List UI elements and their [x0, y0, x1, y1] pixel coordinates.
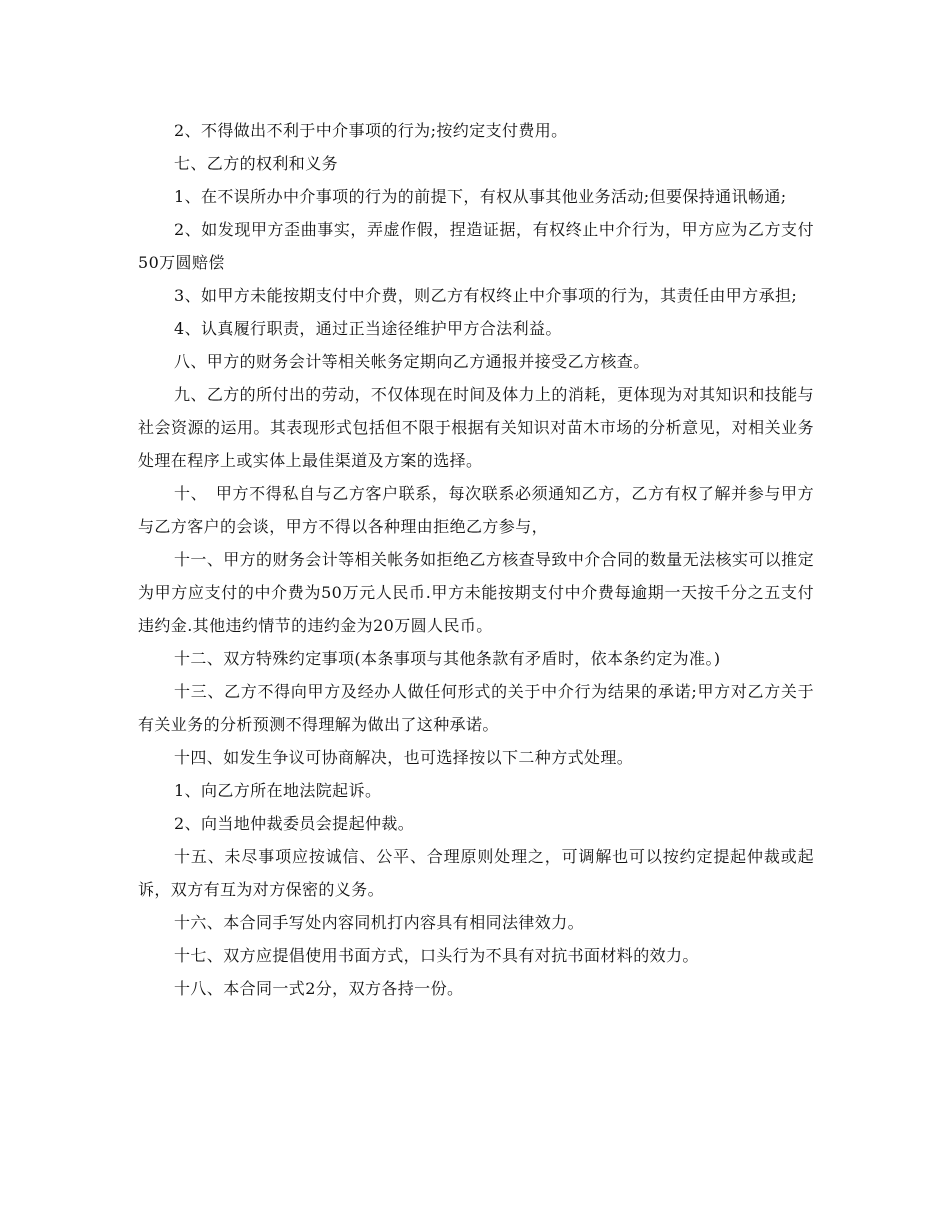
paragraph-right-2: 2、如发现甲方歪曲事实，弄虚作假，捏造证据，有权终止中介行为，甲方应为乙方支付50万圆赔偿: [138, 220, 814, 272]
dispute-option-2: 2、向当地仲裁委员会提起仲裁。: [174, 814, 415, 833]
section-heading-7: 七、乙方的权利和义务: [174, 154, 339, 173]
clause-8: 八、甲方的财务会计等相关帐务定期向乙方通报并接受乙方核查。: [174, 352, 650, 371]
clause-12: 十二、双方特殊约定事项(本条事项与其他条款有矛盾时，依本条约定为准。): [174, 649, 721, 668]
clause-9: 九、乙方的所付出的劳动，不仅体现在时间及体力上的消耗，更体现为对其知识和技能与社会资源的运用。其表现形式包括但不限于根据有关知识对苗木市场的分析意见，对相关业务处理在程序上或实体上最佳渠道及方案的选择。: [138, 385, 814, 470]
clause-10: 十、 甲方不得私自与乙方客户联系，每次联系必须通知乙方，乙方有权了解并参与甲方与乙方客户的会谈，甲方不得以各种理由拒绝乙方参与，: [138, 484, 814, 536]
dispute-option-1: 1、向乙方所在地法院起诉。: [174, 781, 382, 800]
clause-18: 十八、本合同一式2分，双方各持一份。: [174, 979, 464, 998]
paragraph-right-1: 1、在不误所办中介事项的行为的前提下，有权从事其他业务活动;但要保持通讯畅通;: [174, 187, 787, 206]
clause-14: 十四、如发生争议可协商解决，也可选择按以下二种方式处理。: [174, 748, 634, 767]
clause-13: 十三、乙方不得向甲方及经办人做任何形式的关于中介行为结果的承诺;甲方对乙方关于有关业务的分析预测不得理解为做出了这种承诺。: [138, 682, 814, 734]
paragraph-obligation-2: 2、不得做出不利于中介事项的行为;按约定支付费用。: [174, 121, 568, 140]
clause-15: 十五、未尽事项应按诚信、公平、合理原则处理之，可调解也可以按约定提起仲裁或起诉，双方有互为对方保密的义务。: [138, 847, 814, 899]
document-body: [138, 114, 814, 1005]
paragraph-right-4: 4、认真履行职责，通过正当途径维护甲方合法利益。: [174, 319, 562, 338]
clause-16: 十六、本合同手写处内容同机打内容具有相同法律效力。: [174, 913, 585, 932]
clause-11: 十一、甲方的财务会计等相关帐务如拒绝乙方核查导致中介合同的数量无法核实可以推定为甲方应支付的中介费为50万元人民币.甲方未能按期支付中介费每逾期一天按千分之五支付违约金.其他违约情节的违约金为20万圆人民币。: [138, 550, 814, 635]
clause-17: 十七、双方应提倡使用书面方式，口头行为不具有对抗书面材料的效力。: [174, 946, 699, 965]
paragraph-right-3: 3、如甲方未能按期支付中介费，则乙方有权终止中介事项的行为，其责任由甲方承担;: [174, 286, 798, 305]
